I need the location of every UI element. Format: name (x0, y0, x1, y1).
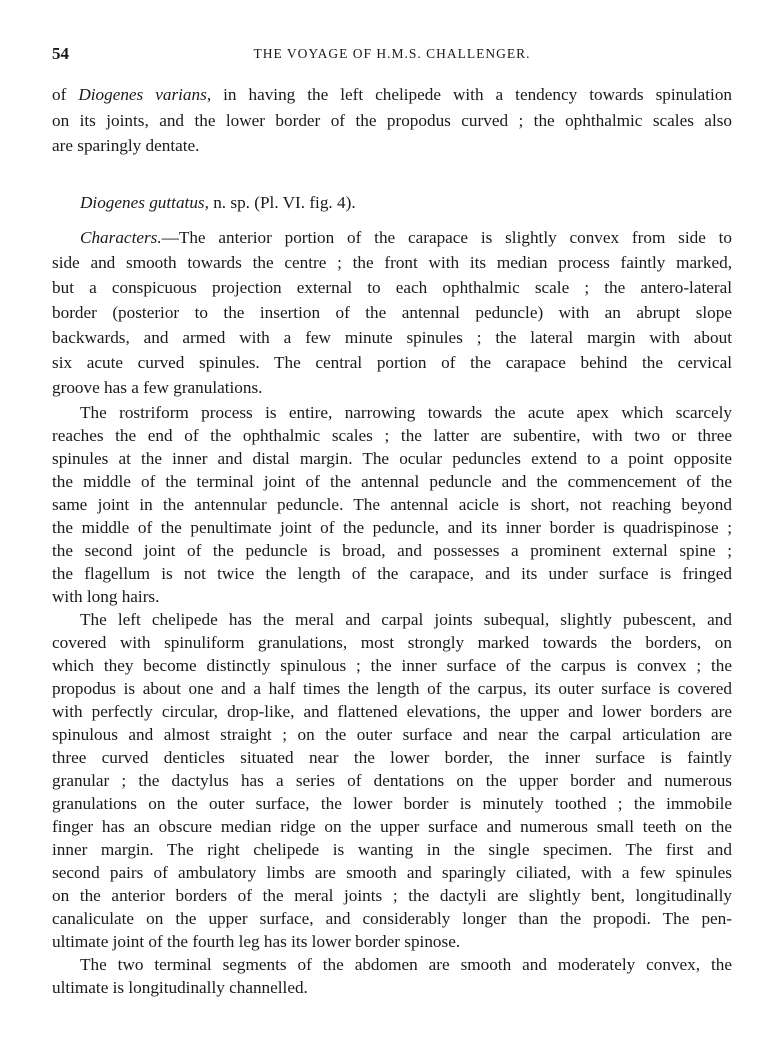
text-line: the second joint of the peduncle is broad, and possesses a prominent external spine ; (52, 541, 732, 560)
text-line: spinulous and almost straight ; on the outer surface and near the carpal articulation are (52, 725, 732, 744)
text-line: of Diogenes varians, in having the left chelipede with a tendency towards spinulation (52, 85, 733, 104)
text-line: spinules at the inner and distal margin. The ocular peduncles extend to a point opposite (52, 449, 732, 468)
text-line: canaliculate on the upper surface, and considerably longer than the propodi. The pen- (52, 909, 732, 928)
text-line: The rostriform process is entire, narrowing towards the acute apex which scarcely (80, 403, 732, 422)
text-line: with perfectly circular, drop-like, and flattened elevations, the upper and lower borders are (52, 702, 732, 721)
text-line: the flagellum is not twice the length of the carapace, and its under surface is fringed (52, 564, 732, 583)
text-line: finger has an obscure median ridge on the upper surface and numerous small teeth on the (52, 817, 732, 836)
text-line: but a conspicuous projection external to each ophthalmic scale ; the antero-lateral (52, 278, 732, 297)
text-line: border (posterior to the insertion of the antennal peduncle) with an abrupt slope (52, 303, 732, 322)
page-number: 54 (52, 44, 69, 63)
text-line: ultimate joint of the fourth leg has its lower border spinose. (52, 932, 461, 951)
page-header (52, 44, 732, 66)
species-heading: Diogenes guttatus, n. sp. (Pl. VI. fig. 4). (80, 193, 356, 212)
text-line: backwards, and armed with a few minute spinules ; the lateral margin with about (52, 328, 732, 347)
text-line: side and smooth towards the centre ; the front with its median process faintly marked, (52, 253, 732, 272)
text-line: which they become distinctly spinulous ; the inner surface of the carpus is convex ; the (52, 656, 732, 675)
text-line: second pairs of ambulatory limbs are smooth and sparingly ciliated, with a few spinules (52, 863, 732, 882)
text-line: the middle of the terminal joint of the antennal peduncle and the commencement of the (52, 472, 732, 491)
text-line: with long hairs. (52, 587, 160, 606)
section-lead: Characters. (80, 228, 162, 247)
text-line: The left chelipede has the meral and carpal joints subequal, slightly pubescent, and (80, 610, 732, 629)
running-title: THE VOYAGE OF H.M.S. CHALLENGER. (253, 46, 531, 61)
text-line: granulations on the outer surface, the lower border is minutely toothed ; the immobile (52, 794, 732, 813)
text-line: are sparingly dentate. (52, 136, 200, 155)
text-line: same joint in the antennular peduncle. The antennal acicle is short, not reaching beyond (52, 495, 732, 514)
text-line: the middle of the penultimate joint of the peduncle, and its inner border is quadrispinose ; (52, 518, 732, 537)
text-line: The two terminal segments of the abdomen are smooth and moderately convex, the (80, 955, 732, 974)
text-line: inner margin. The right chelipede is wanting in the single specimen. The first and (52, 840, 732, 859)
text-line: ultimate is longitudinally channelled. (52, 978, 308, 997)
text-line: on its joints, and the lower border of the propodus curved ; the ophthalmic scales also (52, 111, 732, 130)
species-name: Diogenes guttatus (80, 193, 205, 212)
text-line: covered with spinuliform granulations, most strongly marked towards the borders, on (52, 633, 732, 652)
text-line: propodus is about one and a half times the length of the carpus, its outer surface is covered (52, 679, 732, 698)
text-line: Characters.—The anterior portion of the carapace is slightly convex from side to (80, 228, 732, 247)
text-line: granular ; the dactylus has a series of dentations on the upper border and numerous (52, 771, 732, 790)
text-line: three curved denticles situated near the lower border, the inner surface is faintly (52, 748, 732, 767)
text-line: six acute curved spinules. The central portion of the carapace behind the cervical (52, 353, 732, 372)
text-line: reaches the end of the ophthalmic scales ; the latter are subentire, with two or three (52, 426, 732, 445)
text-line: groove has a few granulations. (52, 378, 263, 397)
text-line: on the anterior borders of the meral joints ; the dactyli are slightly bent, longitudinally (52, 886, 732, 905)
taxon-name: Diogenes varians (78, 85, 207, 104)
